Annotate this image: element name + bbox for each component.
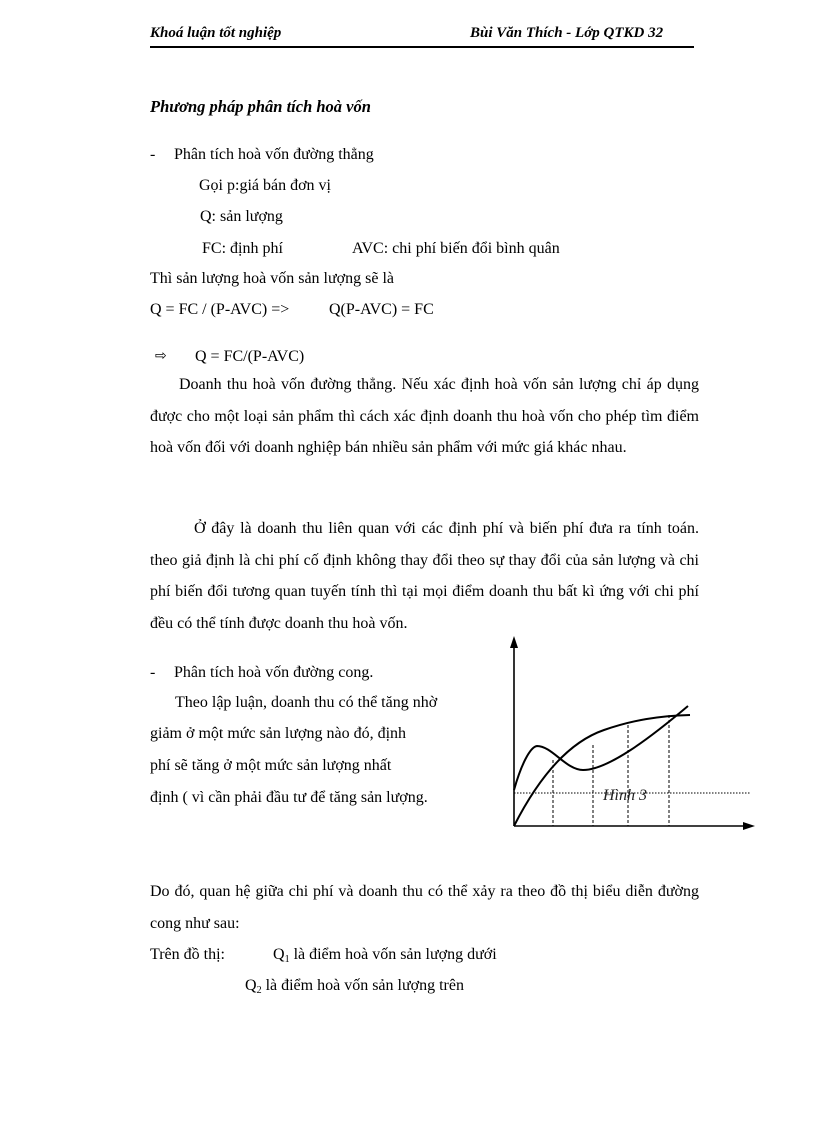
paragraph-2: Ở đây là doanh thu liên quan với các định phí và biến phí đưa ra tính toán. theo giả định là chi phí cố định không thay đổi theo sự thay đổi của sản lượng và chi phí biến đổi tương quan tuyến tính thì tại mọi điểm doanh thu bất kì ứng với chi phí đều có thể tính được doanh thu hoà vốn. <box>150 520 699 632</box>
header-right: Bùi Văn Thích - Lớp QTKD 32 <box>470 25 664 41</box>
cost-curve <box>514 706 688 790</box>
bullet-linear: - <box>150 146 156 163</box>
header-left: Khoá luận tốt nghiệp <box>150 25 282 41</box>
section-title: Phương pháp phân tích hoà vốn <box>150 97 371 116</box>
q1-note: $Q_1$ là điểm hoà vốn sản lượng dưới <box>273 946 497 965</box>
curve-line-2: giảm ở một mức sản lượng nào đó, định <box>150 725 407 742</box>
formula-1: Q = FC / (P-AVC) => <box>150 301 290 318</box>
header-rule <box>150 46 694 48</box>
bullet-curve: - <box>150 664 156 681</box>
curve-line-4: định ( vì cần phải đầu tư để tăng sản lượng. <box>150 789 428 806</box>
then-line: Thì sản lượng hoà vốn sản lượng sẽ là <box>150 270 395 287</box>
curve-line-1: Theo lập luận, doanh thu có thể tăng nhờ <box>175 694 438 711</box>
implies-arrow-icon: ⇨ <box>155 348 167 364</box>
revenue-curve <box>514 715 690 826</box>
formula-3: Q = FC/(P-AVC) <box>195 348 305 365</box>
def-fc: FC: định phí <box>202 240 283 257</box>
def-p: Gọi p:giá bán đơn vị <box>199 177 331 194</box>
graph-note-prefix: Trên đồ thị: <box>150 946 225 963</box>
x-axis-arrow <box>743 822 755 830</box>
paragraph-1: Doanh thu hoà vốn đường thẳng. Nếu xác định hoà vốn sản lượng chỉ áp dụng được cho một loại sản phẩm thì cách xác định doanh thu hoà vốn cho phép tìm điểm hoà vốn đối với doanh nghiệp bán nhiều sản phẩm với mức giá khác nhau. <box>150 376 699 456</box>
def-avc: AVC: chi phí biến đổi bình quân <box>352 240 560 257</box>
linear-heading: Phân tích hoà vốn đường thẳng <box>174 146 374 163</box>
paragraph-3: Do đó, quan hệ giữa chi phí và doanh thu có thể xảy ra theo đồ thị biểu diễn đường cong như sau: <box>150 883 699 932</box>
curve-line-3: phí sẽ tăng ở một mức sản lượng nhất <box>150 757 392 774</box>
q2-note: $Q_2$ là điểm hoà vốn sản lượng trên <box>245 977 464 996</box>
def-q: Q: sản lượng <box>200 208 283 225</box>
figure-label: Hình 3 <box>603 787 647 804</box>
formula-2: Q(P-AVC) = FC <box>329 301 434 318</box>
curve-heading: Phân tích hoà vốn đường cong. <box>174 664 374 681</box>
